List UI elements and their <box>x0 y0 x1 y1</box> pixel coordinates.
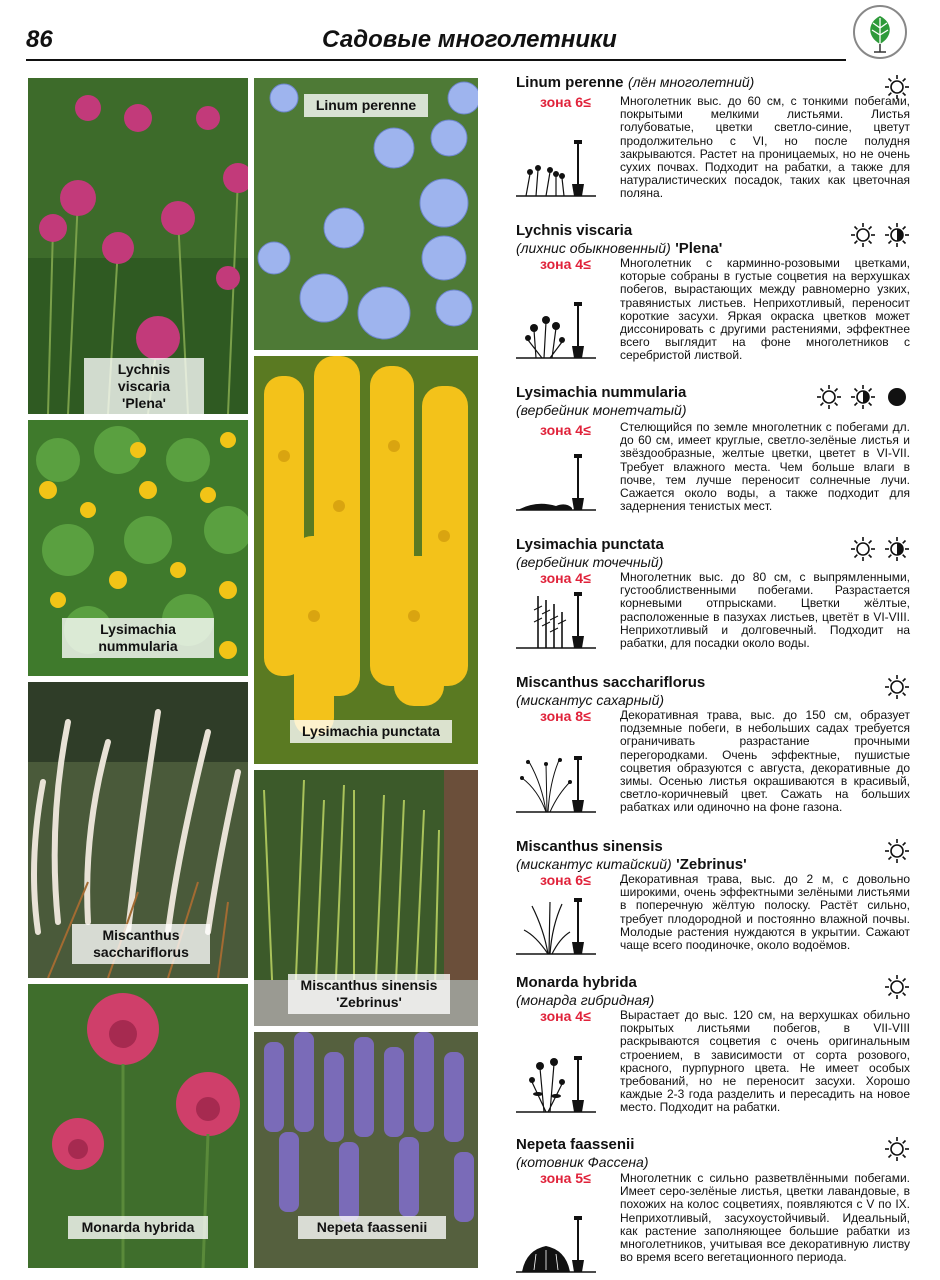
description: Многолетник с сильно разветвлёнными побегами. Имеет серо-зелёные листья, цветки лавандовые, в похожих на колос соцветиях, появляются с V по IX. Неприхотливый, засухоустойчивый. Идеальный, как растение заполняющее большие рабатки из многолетников, учитывая все декоративную листву во время всего вегетационного периода. <box>620 1171 910 1265</box>
latin-name: Monarda hybrida <box>516 974 637 991</box>
latin-name: Lychnis viscaria <box>516 222 633 239</box>
entry-lychnis-viscaria <box>516 222 910 362</box>
latin-name: Lysimachia punctata <box>516 536 664 553</box>
photo-caption: Nepeta faassenii <box>298 1216 446 1239</box>
russian-name: (вербейник монетчатый) <box>516 402 687 418</box>
russian-name: (мискантус сахарный) <box>516 692 665 708</box>
description: Стелющийся по земле многолетник с побегами дл. до 60 см, имеет круглые, светло-зелёные листья и звёздообразные, желтые цветки, цветет в VI-VII. Требует влажного места. Чем больше влаги в почве, тем лучше переносит солнечные лучи. Сажается около воды, а также подходит для задернения тенистых мест. <box>620 420 910 514</box>
hardiness-zone: зона 8≤ <box>540 708 591 724</box>
light-requirements <box>884 838 910 866</box>
latin-name: Linum perenne <box>516 74 624 91</box>
russian-name: (вербейник точечный) <box>516 554 664 570</box>
russian-name: (мискантус китайский) <box>516 856 672 872</box>
half-shade-icon <box>884 222 910 248</box>
photo-caption: Lychnis viscaria 'Plena' <box>84 358 204 414</box>
hardiness-zone: зона 4≤ <box>540 256 591 272</box>
sun-icon <box>850 536 876 562</box>
light-requirements <box>816 384 910 412</box>
leaf-logo-icon <box>852 4 908 60</box>
entry-miscanthus-sinensis <box>516 838 910 958</box>
light-requirements <box>850 536 910 564</box>
photo-caption: Monarda hybrida <box>68 1216 208 1239</box>
page-title: Садовые многолетники <box>322 26 617 53</box>
hardiness-zone: зона 6≤ <box>540 872 591 888</box>
latin-name: Nepeta faassenii <box>516 1136 635 1153</box>
hardiness-zone: зона 4≤ <box>540 1008 591 1024</box>
sun-icon <box>884 674 910 700</box>
sun-icon <box>884 838 910 864</box>
photo-miscanthus-sinensis <box>254 770 478 1026</box>
photo-caption: Lysimachia punctata <box>290 720 452 743</box>
russian-name: (монарда гибридная) <box>516 992 655 1008</box>
page-header <box>0 0 940 64</box>
description: Многолетник с карминно-розовыми цветками, которые собраны в густые соцветия на верхушках побегов, вырастающих между равномерно узких, травянистых листьев. Неприхотливый, переносит короткие засухи. Яркая окраска цветков может диссонировать с другими растениями, эффектнее всего выглядит на фоне многолетников с серебристой листвой. <box>620 256 910 363</box>
sun-icon <box>816 384 842 410</box>
photo-lysimachia-punctata <box>254 356 478 764</box>
photo-linum-perenne <box>254 78 478 350</box>
light-requirements <box>884 674 910 702</box>
description: Декоративная трава, выс. до 2 м, с довольно широкими, очень эффектными зелёными листьями в поперечную жёлтую полоску. Растёт сильно, требует плодородной и постоянно влажной почвы. Молодые растения нуждаются в укрытии. Сажают чаще всего поодиночке, около водоёмов. <box>620 872 910 953</box>
tall-grass-spade-icon <box>516 754 596 814</box>
light-requirements <box>884 1136 910 1164</box>
photo-lychnis-viscaria <box>28 78 248 414</box>
hardiness-zone: зона 6≤ <box>540 94 591 110</box>
entry-miscanthus-sacchariflorus <box>516 674 910 818</box>
shade-icon <box>884 384 910 410</box>
latin-name: Miscanthus sinensis <box>516 838 663 855</box>
page-number: 86 <box>26 26 53 53</box>
bushy-plant-spade-icon <box>516 300 596 360</box>
cultivar-name: 'Plena' <box>675 240 723 257</box>
photo-caption: Miscanthus sinensis 'Zebrinus' <box>288 974 450 1014</box>
low-plant-spade-icon <box>516 138 596 198</box>
photo-caption: Linum perenne <box>304 94 428 117</box>
hardiness-zone: зона 5≤ <box>540 1170 591 1186</box>
header-rule <box>26 59 846 61</box>
russian-name: (лён многолетний) <box>627 74 755 90</box>
perennial-spade-icon <box>516 1054 596 1114</box>
sun-icon <box>850 222 876 248</box>
upright-plant-spade-icon <box>516 590 596 650</box>
photo-caption: Miscanthus sacchariflorus <box>72 924 210 964</box>
entry-nepeta-faassenii <box>516 1136 910 1276</box>
russian-name: (лихнис обыкновенный) <box>516 240 671 256</box>
entry-lysimachia-punctata <box>516 536 910 654</box>
photo-lysimachia-nummularia <box>28 420 248 676</box>
half-shade-icon <box>884 536 910 562</box>
entry-lysimachia-nummularia <box>516 384 910 514</box>
photo-caption: Lysimachia nummularia <box>62 618 214 658</box>
sun-icon <box>884 974 910 1000</box>
grass-spade-icon <box>516 896 596 956</box>
description: Декоративная трава, выс. до 150 см, образует подземные побеги, в небольших садах требуется ограничивать разрастание прочными перегородками. Очень эффектные, пушистые соцветия образуются с августа, декоративные до зимы. Осенью листья окрашиваются в красивый, светло-коричневый цвет. Сажать на больших рабатках или одиночно на фоне газона. <box>620 708 910 815</box>
cultivar-name: 'Zebrinus' <box>676 856 747 873</box>
light-requirements <box>884 974 910 1002</box>
description: Многолетник выс. до 80 см, с выпрямленными, густооблиственными побегами. Разрастается корневыми отпрысками. Цветки жёлтые, расположенные в пазухах листьев, цветёт в VI-VIII. Неприхотливый и долговечный. Подходит на рабатки, для посадки около воды. <box>620 570 910 651</box>
entry-monarda-hybrida <box>516 974 910 1120</box>
latin-name: Lysimachia nummularia <box>516 384 687 401</box>
description: Вырастает до выс. 120 см, на верхушках обильно покрытых листьями побегов, в VII-VIII раскрываются соцветия с очень оригинальным строением, в зависимости от сорта розового, красного, пурпурного цвета. Не имеет особых требований, но не переносит засухи. Хорошо каждые 2-3 года разделить и пересадить на новое место. Подходит на рабатки. <box>620 1008 910 1115</box>
entry-linum-perenne <box>516 74 910 202</box>
photo-nepeta-faassenii <box>254 1032 478 1268</box>
groundcover-spade-icon <box>516 452 596 512</box>
photo-monarda-hybrida <box>28 984 248 1268</box>
photo-miscanthus-sacchariflorus <box>28 682 248 978</box>
latin-name: Miscanthus sacchariflorus <box>516 674 706 691</box>
light-requirements <box>850 222 910 250</box>
mounding-plant-spade-icon <box>516 1214 596 1274</box>
hardiness-zone: зона 4≤ <box>540 570 591 586</box>
hardiness-zone: зона 4≤ <box>540 422 591 438</box>
russian-name: (котовник Фассена) <box>516 1154 649 1170</box>
half-shade-icon <box>850 384 876 410</box>
sun-icon <box>884 1136 910 1162</box>
description: Многолетник выс. до 60 см, с тонкими побегами, покрытыми мелкими листьями. Листья голубоватые, цветки светло-синие, цветут продолжительно с VI, но после полудня закрываются. Растет на проницаемых, но не очень сухих почвах. Подходит на рабатки, а также для натуралистических посадок, таких как цветочная поляна. <box>620 94 910 201</box>
